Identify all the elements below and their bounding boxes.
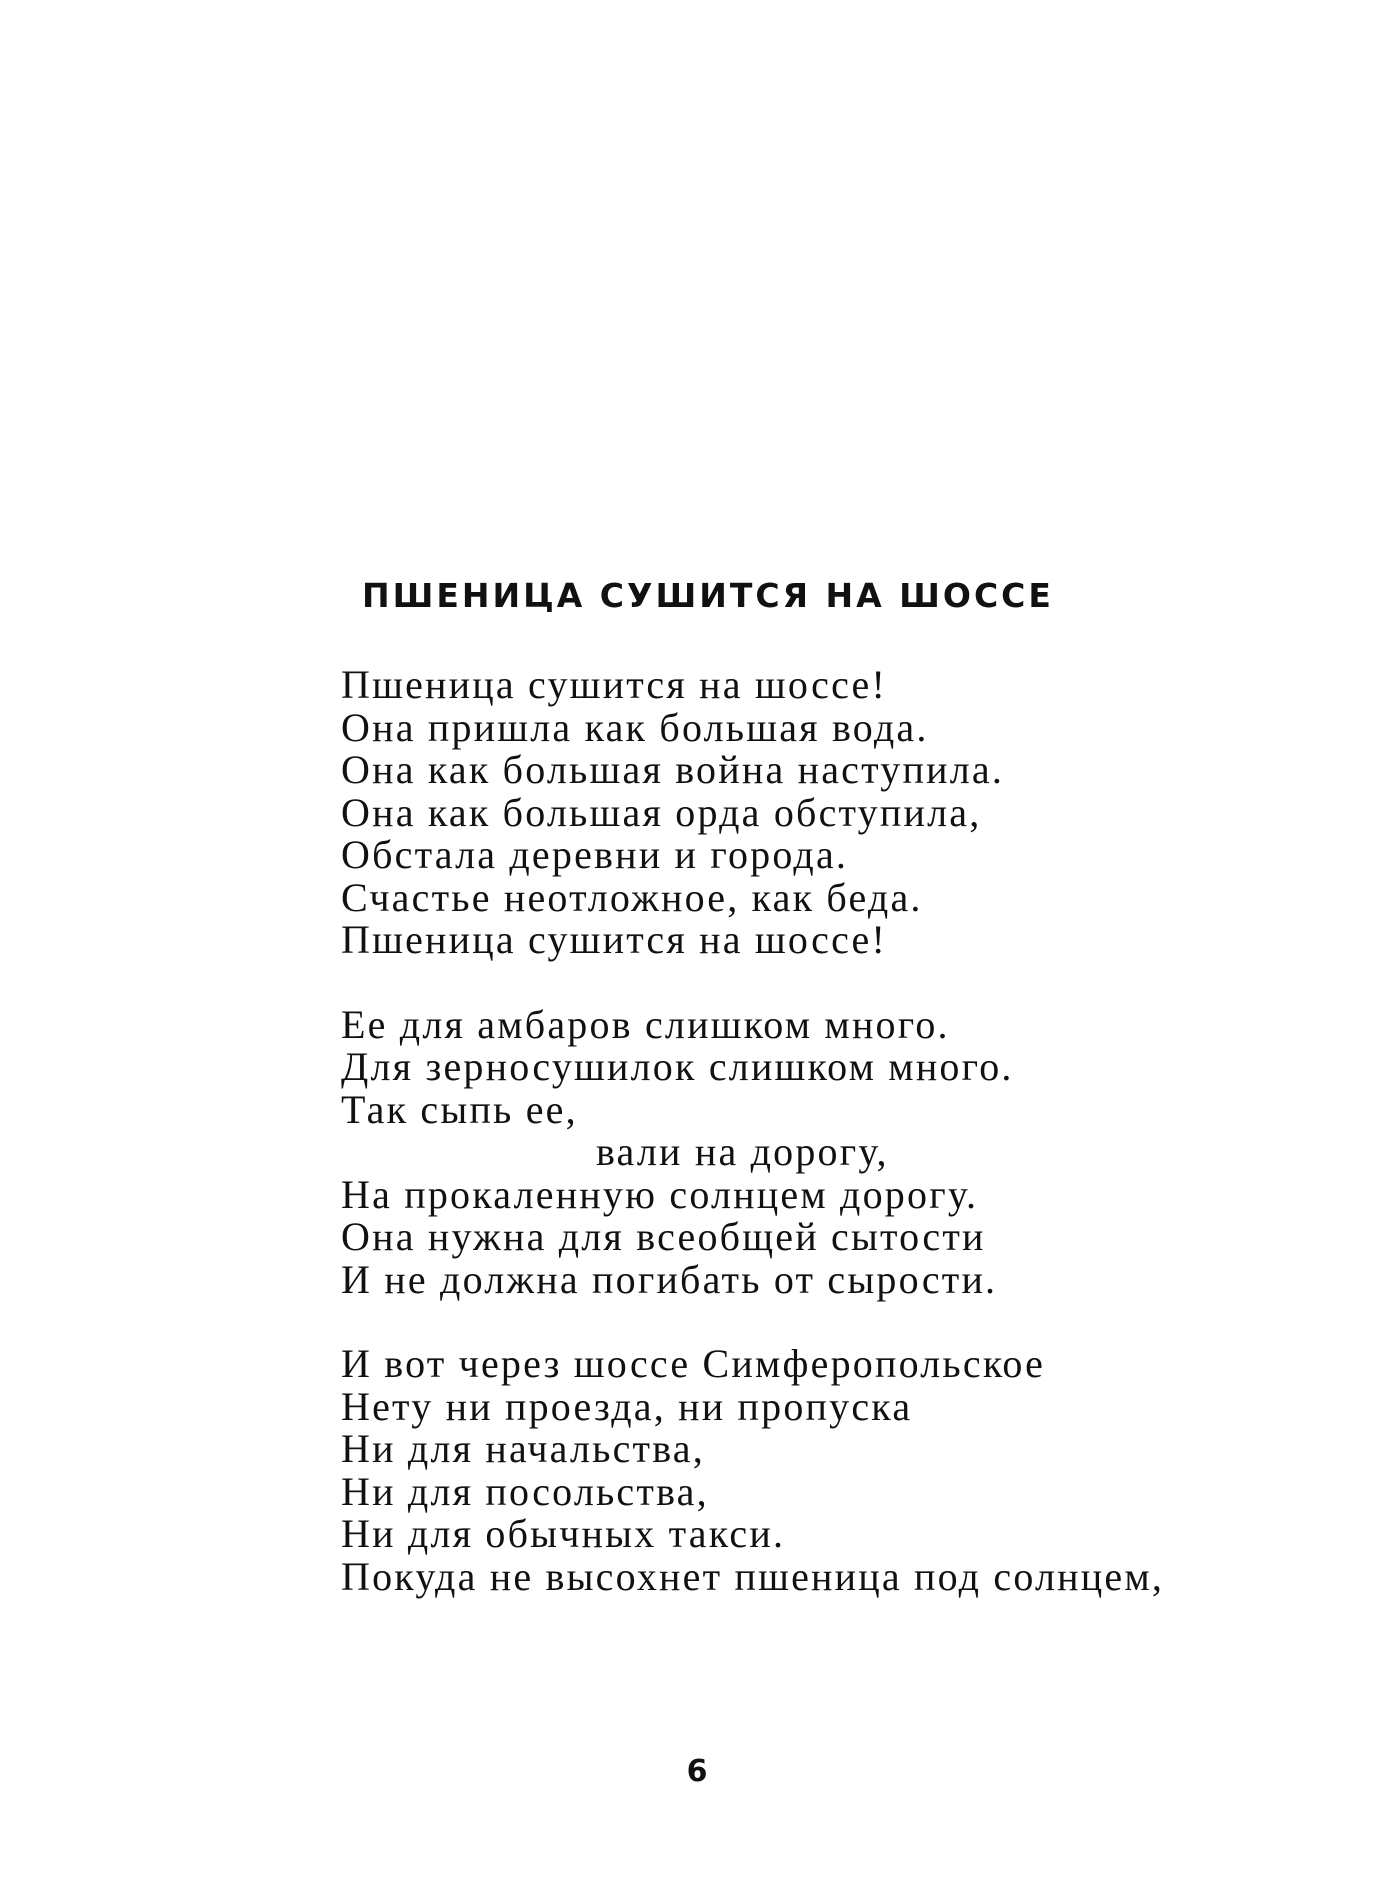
page-number: 6 xyxy=(686,1754,708,1789)
poem-line: И вот через шоссе Симферопольское xyxy=(341,1341,1046,1386)
poem-line: Ни для начальства, xyxy=(341,1426,705,1471)
poem-line: Пшеница сушится на шоссе! xyxy=(341,662,887,707)
poem-line: Ни для обычных такси. xyxy=(341,1511,786,1556)
poem-line: Ее для амбаров слишком много. xyxy=(341,1001,950,1047)
poem-body xyxy=(341,664,1301,1640)
poem-line: Пшеница сушится на шоссе! xyxy=(341,917,887,962)
poem-line: Так сыпь ее, xyxy=(341,1086,578,1132)
poem-line: Обстала деревни и города. xyxy=(341,832,849,877)
poem-title: ПШЕНИЦА СУШИТСЯ НА ШОССЕ xyxy=(362,576,1054,615)
poem-line: Она нужна для всеобщей сытости xyxy=(341,1214,986,1259)
stanza-3 xyxy=(341,1343,1301,1598)
poem-line: Она пришла как большая вода. xyxy=(341,704,929,750)
poem-line: Ни для посольства, xyxy=(341,1468,709,1514)
poem-line: Счастье неотложное, как беда. xyxy=(341,874,923,920)
poem-line-indented: вали на дорогу, xyxy=(596,1129,889,1174)
stanza-2 xyxy=(341,1001,1301,1302)
poem-line: Покуда не высохнет пшеница под солнцем, xyxy=(341,1553,1165,1599)
stanza-1 xyxy=(341,664,1301,962)
poem-line: На прокаленную солнцем дорогу. xyxy=(341,1171,979,1217)
poem-line: Она как большая война наступила. xyxy=(341,747,1005,792)
poem-line: И не должна погибать от сырости. xyxy=(341,1256,998,1302)
poem-line: Для зерносушилок слишком много. xyxy=(341,1044,1014,1089)
poem-line: Она как большая орда обступила, xyxy=(341,789,982,835)
poem-line: Нету ни проезда, ни пропуска xyxy=(341,1383,913,1429)
